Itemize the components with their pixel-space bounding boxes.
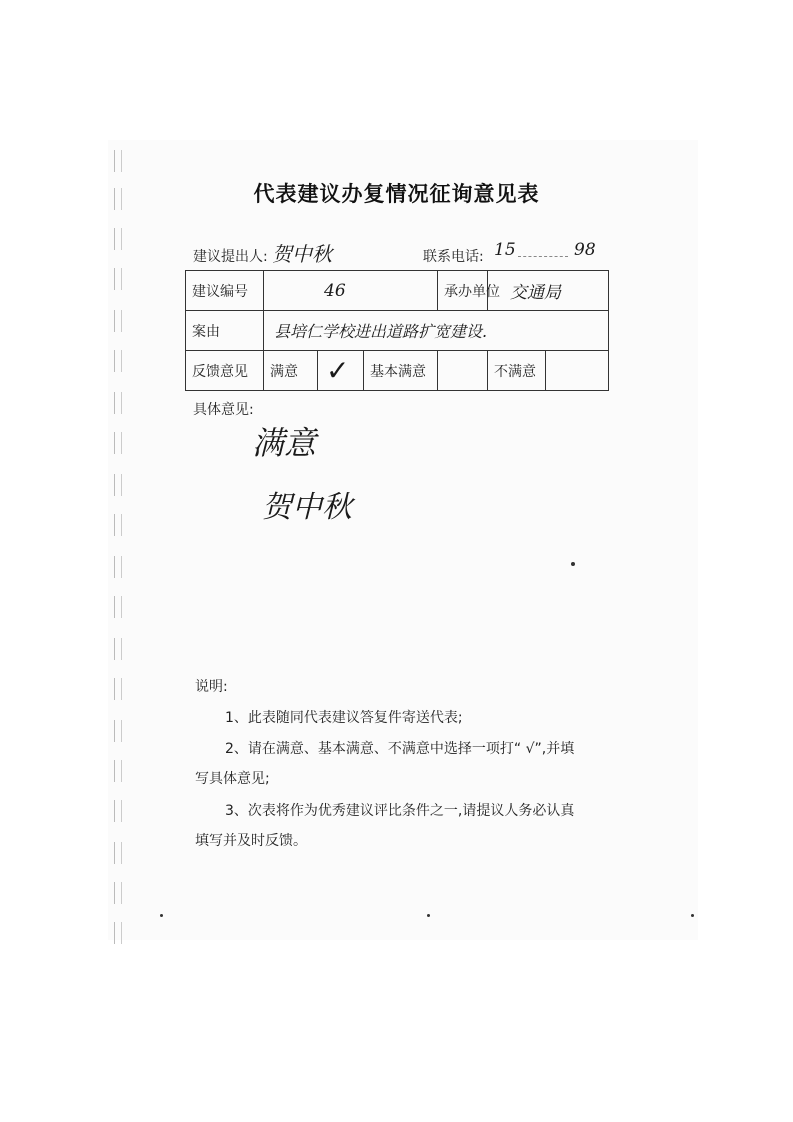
binding-margin-marks: [112, 150, 126, 950]
notes-item-3-continued: 填写并及时反馈。: [195, 833, 307, 849]
phone-suffix-handwritten: 98: [574, 240, 596, 260]
notes-heading: 说明:: [195, 679, 228, 695]
case-value: 县培仁学校进出道路扩宽建设.: [264, 311, 609, 351]
signature-handwritten: 贺中秋: [262, 490, 352, 525]
feedback-form-table: [185, 270, 609, 391]
notes-item-2: 2、请在满意、基本满意、不满意中选择一项打“ √”,并填: [225, 741, 575, 757]
table-row: [186, 311, 609, 351]
scan-speck: [691, 914, 694, 917]
unit-value: 交通局: [488, 271, 609, 311]
number-label: 建议编号: [186, 271, 264, 311]
notes-item-3: 3、次表将作为优秀建议评比条件之一,请提议人务必认真: [225, 803, 575, 819]
table-row: [186, 351, 609, 391]
scan-speck: [160, 914, 163, 917]
opinion-text-handwritten: 满意: [252, 424, 317, 462]
basic-satisfied-cell: [438, 351, 488, 391]
number-value: 46: [264, 271, 438, 311]
unsatisfied-cell: [546, 351, 609, 391]
proposer-label: 建议提出人:: [193, 249, 268, 265]
satisfied-label: 满意: [264, 351, 318, 391]
opinion-label: 具体意见:: [193, 402, 254, 418]
proposer-name-handwritten: 贺中秋: [272, 242, 332, 266]
basic-satisfied-label: 基本满意: [364, 351, 438, 391]
scan-speck: [571, 562, 575, 566]
unit-label: 承办单位: [438, 271, 488, 311]
feedback-label: 反馈意见: [186, 351, 264, 391]
notes-item-2-continued: 写具体意见;: [195, 771, 270, 787]
table-row: [186, 271, 609, 311]
case-label: 案由: [186, 311, 264, 351]
phone-redaction: [518, 248, 568, 262]
satisfied-checkmark: ✓: [318, 351, 364, 391]
phone-label: 联系电话:: [423, 249, 484, 265]
unsatisfied-label: 不满意: [488, 351, 546, 391]
notes-item-1: 1、此表随同代表建议答复件寄送代表;: [225, 710, 463, 726]
phone-prefix-handwritten: 15: [494, 240, 516, 260]
scan-speck: [427, 914, 430, 917]
document-title: 代表建议办复情况征询意见表: [253, 182, 540, 206]
